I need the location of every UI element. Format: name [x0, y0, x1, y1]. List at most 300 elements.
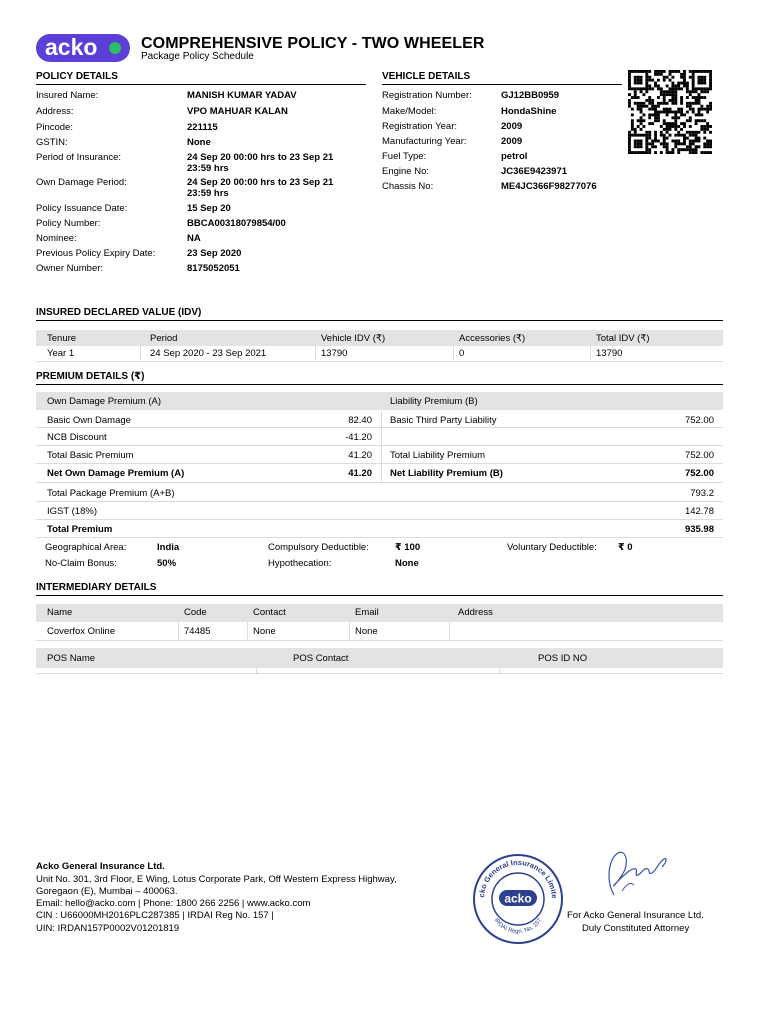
idv-cell-tenure: Year 1	[47, 348, 75, 359]
qr-module	[628, 79, 631, 82]
qr-module	[666, 142, 669, 145]
qr-module	[671, 122, 674, 125]
qr-module	[689, 102, 692, 105]
qr-module	[654, 108, 657, 111]
qr-module	[706, 151, 709, 154]
qr-module	[680, 73, 683, 76]
qr-module	[631, 119, 634, 122]
qr-module	[640, 140, 643, 143]
idv-col-accessories: Accessories (₹)	[459, 333, 526, 344]
idv-col-tenure: Tenure	[47, 333, 77, 344]
qr-module	[698, 96, 701, 99]
insured-name-value: MANISH KUMAR YADAV	[187, 90, 297, 101]
qr-module	[677, 125, 680, 128]
qr-module	[642, 93, 645, 96]
qr-module	[628, 84, 631, 87]
qr-module	[700, 90, 703, 93]
qr-module	[666, 113, 669, 116]
qr-module	[663, 142, 666, 145]
qr-module	[686, 84, 689, 87]
qr-module	[671, 82, 674, 85]
address-label: Address:	[36, 106, 74, 117]
qr-module	[666, 131, 669, 134]
premium-row-divider	[36, 519, 723, 520]
qr-module	[695, 122, 698, 125]
qr-module	[677, 142, 680, 145]
qr-module	[631, 87, 634, 90]
qr-module	[706, 142, 709, 145]
qr-module	[700, 79, 703, 82]
qr-module	[663, 79, 666, 82]
qr-module	[689, 131, 692, 134]
qr-module	[651, 113, 654, 116]
qr-module	[689, 142, 692, 145]
qr-module	[680, 99, 683, 102]
qr-module	[631, 96, 634, 99]
nominee-value: NA	[187, 233, 201, 244]
qr-module	[686, 82, 689, 85]
qr-module	[669, 93, 672, 96]
qr-module	[640, 87, 643, 90]
period-label: Period of Insurance:	[36, 152, 122, 163]
qr-module	[695, 96, 698, 99]
qr-module	[692, 131, 695, 134]
igst-value: 142.78	[684, 506, 714, 517]
qr-module	[645, 140, 648, 143]
hypothecation-label: Hypothecation:	[268, 558, 332, 569]
qr-module	[669, 87, 672, 90]
qr-module	[674, 99, 677, 102]
qr-module	[663, 134, 666, 137]
qr-module	[645, 82, 648, 85]
qr-module	[634, 145, 637, 148]
qr-module	[669, 99, 672, 102]
qr-module	[634, 131, 637, 134]
qr-module	[634, 134, 637, 137]
qr-module	[637, 151, 640, 154]
qr-module	[698, 79, 701, 82]
qr-module	[660, 151, 663, 154]
qr-module	[706, 105, 709, 108]
qr-module	[628, 105, 631, 108]
qr-module	[648, 70, 651, 73]
qr-module	[645, 142, 648, 145]
total-premium-value: 935.98	[684, 524, 714, 535]
qr-module	[700, 108, 703, 111]
premium-row-divider	[36, 463, 723, 464]
qr-module	[648, 108, 651, 111]
qr-module	[683, 76, 686, 79]
qr-module	[634, 93, 637, 96]
qr-module	[686, 90, 689, 93]
qr-module	[640, 142, 643, 145]
idv-cell-vehicle-idv: 13790	[321, 348, 348, 359]
qr-module	[648, 151, 651, 154]
qr-module	[698, 131, 701, 134]
qr-module	[645, 145, 648, 148]
gstin-value: None	[187, 137, 211, 148]
qr-module	[654, 119, 657, 122]
qr-module	[692, 108, 695, 111]
qr-module	[645, 90, 648, 93]
prev-expiry-value: 23 Sep 2020	[187, 248, 242, 259]
issuance-date-value: 15 Sep 20	[187, 203, 231, 214]
int-cell-name: Coverfox Online	[47, 626, 116, 637]
qr-module	[689, 93, 692, 96]
qr-module	[674, 128, 677, 131]
qr-module	[637, 79, 640, 82]
qr-module	[680, 87, 683, 90]
qr-module	[634, 90, 637, 93]
qr-module	[669, 79, 672, 82]
qr-module	[651, 99, 654, 102]
qr-module	[645, 87, 648, 90]
qr-module	[700, 113, 703, 116]
qr-module	[709, 151, 712, 154]
idv-col-total: Total IDV (₹)	[596, 333, 650, 344]
qr-module	[660, 134, 663, 137]
gstin-label: GSTIN:	[36, 137, 68, 148]
qr-module	[657, 116, 660, 119]
qr-module	[642, 125, 645, 128]
qr-module	[692, 102, 695, 105]
qr-module	[642, 119, 645, 122]
qr-module	[703, 76, 706, 79]
od-premium-heading: Own Damage Premium (A)	[47, 396, 162, 407]
qr-module	[698, 70, 701, 73]
qr-module	[689, 116, 692, 119]
signature	[592, 845, 678, 906]
policy-details-heading: POLICY DETAILS	[36, 71, 366, 85]
qr-module	[648, 87, 651, 90]
qr-module	[648, 79, 651, 82]
qr-module	[631, 113, 634, 116]
company-seal	[472, 853, 564, 950]
qr-module	[657, 105, 660, 108]
qr-module	[637, 76, 640, 79]
qr-module	[698, 93, 701, 96]
qr-module	[663, 76, 666, 79]
qr-module	[692, 73, 695, 76]
qr-module	[634, 128, 637, 131]
voluntary-deductible-value: ₹ 0	[618, 542, 633, 553]
qr-module	[640, 90, 643, 93]
qr-module	[651, 105, 654, 108]
qr-module	[671, 90, 674, 93]
int-col-contact: Contact	[253, 607, 286, 618]
qr-module	[671, 125, 674, 128]
qr-module	[637, 105, 640, 108]
qr-module	[698, 145, 701, 148]
qr-module	[654, 84, 657, 87]
qr-module	[628, 131, 631, 134]
qr-module	[683, 70, 686, 73]
qr-module	[651, 102, 654, 105]
basic-od-value: 82.40	[348, 415, 372, 426]
reg-year-label: Registration Year:	[382, 121, 457, 132]
qr-module	[628, 151, 631, 154]
qr-module	[671, 76, 674, 79]
qr-module	[640, 102, 643, 105]
int-col-address: Address	[458, 607, 493, 618]
qr-module	[645, 73, 648, 76]
qr-module	[706, 128, 709, 131]
qr-module	[651, 87, 654, 90]
pos-row-divider	[36, 673, 723, 674]
qr-module	[640, 82, 643, 85]
document-title: COMPREHENSIVE POLICY - TWO WHEELER	[141, 35, 485, 52]
chassis-no-value: ME4JC366F98277076	[501, 181, 597, 192]
qr-module	[654, 70, 657, 73]
idv-col-divider	[453, 346, 454, 360]
net-od-value: 41.20	[348, 468, 372, 479]
seal-brand-text: acko	[504, 891, 532, 906]
qr-module	[645, 76, 648, 79]
qr-module	[695, 102, 698, 105]
qr-module	[648, 142, 651, 145]
qr-module	[695, 99, 698, 102]
qr-module	[709, 73, 712, 76]
qr-module	[709, 102, 712, 105]
qr-module	[706, 145, 709, 148]
qr-module	[677, 134, 680, 137]
qr-module	[651, 108, 654, 111]
basic-tp-label: Basic Third Party Liability	[390, 415, 497, 426]
owner-number-value: 8175052051	[187, 263, 240, 274]
qr-module	[700, 128, 703, 131]
idv-cell-period: 24 Sep 2020 - 23 Sep 2021	[150, 348, 267, 359]
qr-module	[634, 82, 637, 85]
qr-module	[709, 82, 712, 85]
qr-module	[692, 87, 695, 90]
idv-col-vehicle-idv: Vehicle IDV (₹)	[321, 333, 386, 344]
idv-heading: INSURED DECLARED VALUE (IDV)	[36, 307, 723, 321]
qr-module	[698, 76, 701, 79]
qr-module	[680, 113, 683, 116]
qr-module	[642, 151, 645, 154]
qr-module	[634, 87, 637, 90]
qr-module	[631, 70, 634, 73]
qr-module	[671, 87, 674, 90]
qr-module	[703, 128, 706, 131]
qr-module	[686, 111, 689, 114]
qr-module	[703, 125, 706, 128]
geo-area-value: India	[157, 542, 180, 553]
qr-module	[645, 105, 648, 108]
qr-module	[674, 125, 677, 128]
qr-module	[628, 145, 631, 148]
qr-module	[677, 140, 680, 143]
qr-module	[640, 119, 643, 122]
qr-module	[698, 99, 701, 102]
qr-module	[674, 145, 677, 148]
int-col-email: Email	[355, 607, 379, 618]
total-basic-value: 41.20	[348, 450, 372, 461]
qr-module	[706, 111, 709, 114]
qr-module	[680, 76, 683, 79]
qr-module	[703, 87, 706, 90]
qr-module	[648, 102, 651, 105]
ncb-discount-label: NCB Discount	[47, 432, 107, 443]
fuel-type-value: petrol	[501, 151, 528, 162]
qr-module	[663, 111, 666, 114]
qr-module	[706, 140, 709, 143]
qr-module	[686, 119, 689, 122]
qr-module	[628, 87, 631, 90]
qr-module	[628, 142, 631, 145]
qr-module	[666, 76, 669, 79]
qr-module	[700, 151, 703, 154]
qr-module	[634, 96, 637, 99]
qr-module	[637, 134, 640, 137]
qr-module	[651, 140, 654, 143]
ncb-label: No-Claim Bonus:	[45, 558, 117, 569]
qr-module	[700, 96, 703, 99]
qr-module	[637, 70, 640, 73]
qr-module	[666, 137, 669, 140]
qr-module	[706, 122, 709, 125]
qr-module	[683, 79, 686, 82]
qr-module	[634, 79, 637, 82]
qr-module	[709, 140, 712, 143]
qr-module	[666, 125, 669, 128]
qr-module	[703, 79, 706, 82]
package-premium-value: 793.2	[690, 488, 714, 499]
int-col-divider	[178, 622, 179, 640]
qr-module	[703, 131, 706, 134]
igst-label: IGST (18%)	[47, 506, 97, 517]
qr-module	[663, 96, 666, 99]
od-period-label: Own Damage Period:	[36, 177, 127, 188]
qr-module	[674, 119, 677, 122]
qr-module	[671, 151, 674, 154]
qr-module	[645, 131, 648, 134]
qr-module	[651, 145, 654, 148]
make-model-label: Make/Model:	[382, 106, 437, 117]
reg-number-label: Registration Number:	[382, 90, 472, 101]
qr-module	[674, 116, 677, 119]
qr-module	[695, 134, 698, 137]
qr-module	[669, 73, 672, 76]
qr-module	[674, 84, 677, 87]
qr-module	[695, 148, 698, 151]
qr-module	[637, 142, 640, 145]
qr-module	[654, 151, 657, 154]
qr-module	[703, 142, 706, 145]
premium-row-divider	[36, 427, 723, 428]
vehicle-details-heading: VEHICLE DETAILS	[382, 71, 622, 85]
qr-module	[709, 131, 712, 134]
idv-cell-total: 13790	[596, 348, 623, 359]
pos-col-contact: POS Contact	[293, 653, 349, 664]
qr-module	[689, 134, 692, 137]
qr-module	[698, 102, 701, 105]
qr-module	[657, 87, 660, 90]
period-value: 24 Sep 20 00:00 hrs to 23 Sep 21 23:59 hrs	[187, 152, 334, 174]
qr-module	[709, 142, 712, 145]
int-row-divider	[36, 640, 723, 641]
mfg-year-label: Manufacturing Year:	[382, 136, 467, 147]
qr-module	[666, 151, 669, 154]
total-premium-label: Total Premium	[47, 524, 113, 535]
qr-module	[640, 151, 643, 154]
voluntary-deductible-label: Voluntary Deductible:	[507, 542, 597, 553]
qr-module	[654, 82, 657, 85]
qr-module	[698, 113, 701, 116]
qr-module	[660, 90, 663, 93]
qr-module	[657, 70, 660, 73]
qr-module	[671, 99, 674, 102]
qr-module	[689, 76, 692, 79]
qr-module	[706, 87, 709, 90]
qr-module	[631, 128, 634, 131]
qr-module	[654, 113, 657, 116]
qr-module	[680, 122, 683, 125]
qr-module	[663, 128, 666, 131]
qr-module	[674, 96, 677, 99]
qr-module	[628, 134, 631, 137]
qr-module	[663, 137, 666, 140]
signatory-line-2: Duly Constituted Attorney	[582, 923, 690, 934]
insured-name-label: Insured Name:	[36, 90, 99, 101]
qr-module	[686, 148, 689, 151]
qr-module	[698, 140, 701, 143]
qr-module	[671, 116, 674, 119]
qr-module	[669, 108, 672, 111]
qr-module	[628, 76, 631, 79]
qr-module	[666, 122, 669, 125]
qr-module	[671, 96, 674, 99]
hypothecation-value: None	[395, 558, 419, 569]
premium-row-divider	[36, 537, 723, 538]
fuel-type-label: Fuel Type:	[382, 151, 427, 162]
qr-module	[689, 125, 692, 128]
qr-module	[703, 82, 706, 85]
qr-module	[692, 84, 695, 87]
qr-module	[709, 108, 712, 111]
qr-module	[660, 70, 663, 73]
net-liability-value: 752.00	[684, 468, 714, 479]
qr-module	[680, 134, 683, 137]
qr-module	[698, 82, 701, 85]
qr-module	[669, 90, 672, 93]
qr-module	[651, 142, 654, 145]
net-liability-label: Net Liability Premium (B)	[390, 468, 503, 479]
qr-module	[683, 142, 686, 145]
qr-module	[666, 108, 669, 111]
qr-module	[640, 79, 643, 82]
qr-module	[700, 105, 703, 108]
qr-module	[660, 125, 663, 128]
qr-module	[703, 90, 706, 93]
qr-module	[698, 111, 701, 114]
qr-module	[671, 102, 674, 105]
qr-module	[709, 145, 712, 148]
qr-module	[674, 140, 677, 143]
qr-module	[654, 116, 657, 119]
qr-module	[686, 87, 689, 90]
qr-module	[648, 99, 651, 102]
qr-module	[648, 131, 651, 134]
qr-module	[674, 111, 677, 114]
qr-module	[686, 96, 689, 99]
qr-module	[666, 111, 669, 114]
qr-module	[645, 79, 648, 82]
qr-module	[634, 76, 637, 79]
liability-premium-heading: Liability Premium (B)	[390, 396, 478, 407]
qr-module	[695, 137, 698, 140]
footer-address-2: Goregaon (E), Mumbai – 400063.	[36, 886, 178, 897]
